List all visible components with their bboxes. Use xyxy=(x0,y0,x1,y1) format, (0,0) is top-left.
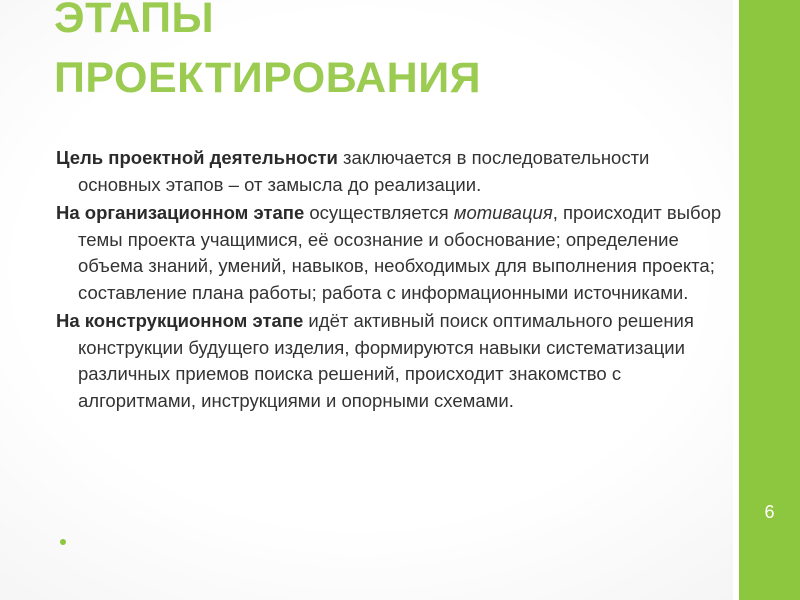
paragraph-organizational-text-2: , происходит выбор темы проекта учащимися, её осознание и обоснование; определение объема знаний, умений, навыков, необходимых для выполнения проекта; составление плана работы; работа с информационными источниками. xyxy=(78,202,722,303)
paragraph-organizational-bold: На организационном этапе xyxy=(56,202,305,223)
paragraph-organizational-text-1: осуществляется xyxy=(304,202,454,223)
slide-title-line-1: ЭТАПЫ xyxy=(54,0,215,42)
slide-title-line-2: ПРОЕКТИРОВАНИЯ xyxy=(54,54,482,102)
paragraph-constructional-bold: На конструкционном этапе xyxy=(56,310,304,331)
empty-bullet-dot xyxy=(60,539,66,545)
paragraph-constructional-stage xyxy=(56,308,726,414)
paragraph-organizational-italic: мотивация xyxy=(453,202,553,223)
slide-body xyxy=(56,145,726,416)
page-number: 6 xyxy=(764,502,775,522)
paragraph-goal-bold: Цель проектной деятельности xyxy=(56,147,338,168)
paragraph-constructional-text: идёт активный поиск оптимального решения конструкции будущего изделия, формируются навыки систематизации различных приемов поиска решений, происходит знакомство с алгоритмами, инструкциями и опорными схемами. xyxy=(78,310,694,411)
paragraph-organizational-stage xyxy=(56,200,726,306)
paragraph-goal-text: заключается в последовательности основных этапов – от замысла до реализации. xyxy=(78,147,650,195)
paragraph-goal xyxy=(56,145,726,198)
slide-title xyxy=(54,0,481,108)
